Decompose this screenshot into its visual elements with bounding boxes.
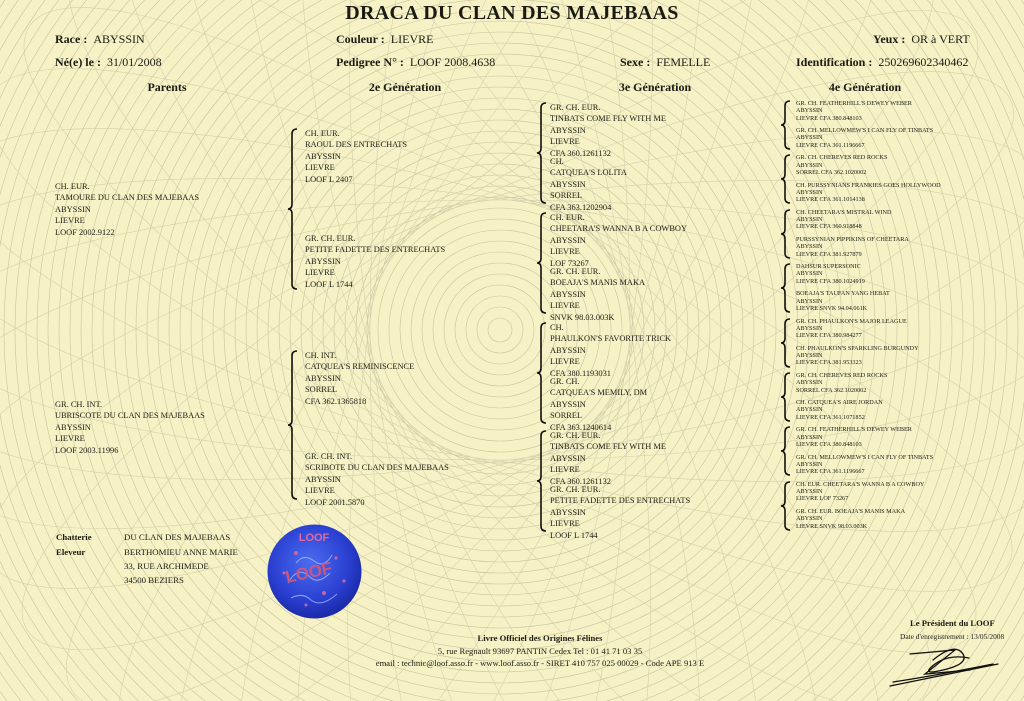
entry-line: ABYSSIN — [796, 161, 823, 169]
entry-line: ABYSSIN — [55, 204, 91, 214]
entry-line: LIEVRE CFA 380.984277 — [796, 332, 862, 340]
entry-line: CH. EUR. — [550, 213, 585, 222]
footer-org: Livre Officiel des Origines Félines — [477, 633, 603, 643]
svg-text:LOOF: LOOF — [298, 532, 330, 544]
entry-line: SNVK 98.03.003K — [550, 312, 615, 322]
registration-date: Date d'enregistrement : 13/05/2008 — [900, 632, 1005, 641]
president-label: Le Président du LOOF — [910, 618, 995, 628]
entry-line: BOEAJA'S MANIS MAKA — [550, 278, 646, 288]
loof-hologram-seal — [266, 523, 363, 620]
entry-line: GR. CH. EUR. BOEAJA'S MANIS MAKA — [796, 508, 906, 515]
race-field: Race : ABYSSIN — [55, 32, 145, 46]
gen4-entry — [796, 290, 890, 312]
entry-line: SORREL CFA 362.1020002 — [796, 168, 867, 176]
gen4-entry — [796, 236, 909, 258]
entry-line: CFA 360.1261132 — [550, 148, 611, 158]
entry-line: CATQUEA'S LOLITA — [550, 168, 627, 178]
entry-line: LOOF L 1744 — [305, 279, 353, 289]
entry-line: CH. CATQUEA'S AIRE JORDAN — [796, 399, 883, 407]
gen3-entry — [550, 322, 671, 379]
entry-line: CFA 363.1202904 — [550, 202, 612, 212]
entry-line: ABYSSIN — [550, 399, 586, 409]
entry-line: CFA 360.1261132 — [550, 476, 611, 486]
entry-line: CHEETARA'S WANNA B A COWBOY — [550, 224, 688, 234]
entry-line: ABYSSIN — [796, 297, 823, 305]
entry-line: GR. CH. EUR. — [550, 103, 601, 112]
entry-line: LIEVRE — [305, 268, 335, 278]
entry-line: LIEVRE CFA 381.927879 — [796, 250, 862, 258]
footer-contact: email : technic@loof.asso.fr - www.loof.asso.fr - SIRET 410 757 025 00029 - Code APE 913 E — [375, 658, 705, 668]
entry-line: GR. CH. MELLOWMEW'S I CAN FLY OF TINBATS — [796, 453, 934, 461]
parent-entry — [55, 181, 199, 238]
entry-line: CATQUEA'S MEMILY, DM — [550, 388, 648, 398]
bracket-gen2 — [288, 350, 298, 500]
entry-line: DAHSUR SUPERSONIC — [796, 263, 861, 271]
gen3-entry — [550, 266, 645, 323]
entry-line: LIEVRE — [550, 519, 580, 529]
entry-line: LIEVRE CFA 361.1014138 — [796, 196, 865, 204]
entry-line: ABYSSIN — [305, 256, 341, 266]
gen4-entry — [796, 154, 887, 176]
entry-line: TINBATS COME FLY WITH ME — [550, 114, 666, 124]
entry-line: ABYSSIN — [55, 422, 91, 432]
bracket-gen4 — [781, 154, 791, 204]
gen3-entry — [550, 102, 666, 159]
footer-address: 5, rue Regnault 93697 PANTIN Cedex Tel : 01 41 71 03 35 — [437, 646, 643, 656]
bracket-gen3 — [537, 212, 547, 314]
entry-line: ABYSSIN — [796, 243, 823, 251]
gen3-entry — [550, 430, 666, 487]
entry-line: SCRIBOTE DU CLAN DES MAJEBAAS — [305, 463, 449, 473]
gen2-entry — [305, 128, 407, 185]
entry-line: ABYSSIN — [305, 373, 341, 383]
address-line-1: 33, RUE ARCHIMEDE — [124, 561, 209, 571]
entry-line: LIEVRE CFA 361.1196667 — [796, 141, 865, 149]
identification-field: Identification : 250269602340462 — [796, 55, 969, 69]
entry-line: PETITE FADETTE DES ENTRECHATS — [550, 496, 691, 506]
entry-line: LIEVRE LOF 73267 — [796, 495, 849, 503]
entry-line: GR. CH. CHEREVES RED ROCKS — [796, 372, 888, 379]
entry-line: ABYSSIN — [550, 453, 586, 463]
bracket-gen4 — [781, 318, 791, 368]
gen4-entry — [796, 481, 924, 503]
entry-line: LIEVRE — [550, 301, 580, 311]
entry-line: LOOF 2001.5870 — [305, 497, 365, 507]
entry-line: LIEVRE CFA 381.953323 — [796, 359, 862, 367]
entry-line: LIEVRE CFA 380.848103 — [796, 114, 862, 122]
entry-line: SORREL CFA 362.1020002 — [796, 386, 867, 394]
gen3-entry — [550, 156, 627, 213]
entry-line: SORREL — [550, 411, 583, 421]
entry-line: GR. CH. EUR. — [550, 267, 601, 276]
gen4-entry — [796, 182, 941, 204]
gen2-entry — [305, 350, 414, 407]
column-heading-parents: Parents — [147, 80, 187, 94]
entry-line: LIEVRE SNVK 94.04.061K — [796, 304, 868, 312]
entry-line: ABYSSIN — [796, 352, 823, 360]
entry-line: LOOF 2002.9122 — [55, 227, 115, 237]
birth-date-field: Né(e) le : 31/01/2008 — [55, 55, 162, 69]
column-heading-gen2: 2e Génération — [368, 80, 442, 94]
entry-line: CFA 362.1365818 — [305, 396, 367, 406]
entry-line: LIEVRE — [550, 247, 580, 257]
entry-line: BOEAJA'S TAUFAN YANG HEBAT — [796, 290, 890, 298]
entry-line: ABYSSIN — [550, 235, 586, 245]
cat-name-title: DRACA DU CLAN DES MAJEBAAS — [345, 2, 679, 24]
entry-line: LIEVRE CFA 360.918848 — [796, 223, 862, 231]
entry-line: ABYSSIN — [796, 460, 823, 468]
yeux-field: Yeux : OR à VERT — [873, 32, 970, 46]
gen4-entry — [796, 263, 865, 285]
gen4-entry — [796, 318, 907, 340]
entry-line: GR. CH. FEATHERHILL'S DEWEY WEBER — [796, 100, 912, 107]
bracket-gen4 — [781, 426, 791, 476]
entry-line: GR. CH. PHAULKON'S MAJOR LEAGUE — [796, 317, 907, 325]
entry-line: CFA 363.1240614 — [550, 422, 612, 432]
address-line-2: 34500 BEZIERS — [124, 575, 184, 585]
entry-line: LIEVRE CFA 361.1196667 — [796, 468, 865, 476]
entry-line: ABYSSIN — [796, 107, 823, 115]
parent-entry — [55, 399, 205, 456]
president-signature — [885, 640, 1000, 692]
gen4-entry — [796, 345, 919, 367]
entry-line: PETITE FADETTE DES ENTRECHATS — [305, 245, 446, 255]
entry-line: GR. CH. EUR. — [550, 431, 601, 440]
column-heading-gen3: 3e Génération — [618, 80, 692, 94]
gen4-entry — [796, 209, 892, 231]
entry-line: CATQUEA'S REMINISCENCE — [305, 362, 415, 372]
entry-line: GR. CH. FEATHERHILL'S DEWEY WEBER — [796, 426, 912, 434]
entry-line: LIEVRE — [305, 163, 335, 173]
entry-line: ABYSSIN — [550, 179, 586, 189]
chatterie-label: Chatterie — [56, 532, 92, 542]
gen2-entry — [305, 233, 445, 290]
entry-line: LIEVRE SNVK 98.03.003K — [796, 522, 868, 530]
entry-line: LIEVRE CFA 380.848103 — [796, 440, 862, 448]
entry-line: CH. EUR. CHEETARA'S WANNA B A COWBOY — [796, 480, 925, 488]
entry-line: RAOUL DES ENTRECHATS — [305, 140, 408, 150]
gen3-entry — [550, 212, 687, 269]
bracket-gen4 — [781, 263, 791, 313]
entry-line: ABYSSIN — [305, 151, 341, 161]
entry-line: TINBATS COME FLY WITH ME — [550, 442, 666, 452]
entry-line: LIEVRE — [55, 434, 85, 444]
bracket-gen4 — [781, 481, 791, 531]
entry-line: LIEVRE — [550, 465, 580, 475]
entry-line: LIEVRE — [305, 486, 335, 496]
gen4-entry — [796, 426, 912, 448]
entry-line: ABYSSIN — [550, 289, 586, 299]
bracket-gen4 — [781, 372, 791, 422]
entry-line: GR. CH. CHEREVES RED ROCKS — [796, 154, 888, 162]
entry-line: ABYSSIN — [796, 488, 823, 496]
entry-line: LOOF 2003.11996 — [55, 445, 119, 455]
bracket-gen3 — [537, 322, 547, 424]
entry-line: CH. EUR. — [55, 182, 90, 191]
entry-line: ABYSSIN — [796, 134, 823, 142]
entry-line: LIEVRE — [550, 137, 580, 147]
entry-line: ABYSSIN — [550, 507, 586, 517]
entry-line: PHAULKON'S FAVORITE TRICK — [550, 334, 672, 344]
gen4-entry — [796, 454, 933, 476]
entry-line: GR. CH. INT. — [305, 452, 353, 461]
entry-line: LOOF L 2407 — [305, 174, 353, 184]
entry-line: ABYSSIN — [796, 433, 823, 441]
entry-line: ABYSSIN — [796, 406, 823, 414]
entry-line: ABYSSIN — [796, 216, 823, 224]
entry-line: GR. CH. EUR. — [550, 485, 601, 494]
eleveur-label: Eleveur — [56, 547, 86, 557]
entry-line: CH. — [550, 323, 564, 332]
entry-line: LOOF L 1744 — [550, 530, 598, 540]
gen4-entry — [796, 100, 912, 122]
gen3-entry — [550, 484, 690, 541]
bracket-gen3 — [537, 430, 547, 532]
entry-line: CH. INT. — [305, 351, 337, 360]
pedigree-number-field: Pedigree N° : LOOF 2008.4638 — [336, 55, 496, 69]
bracket-gen2 — [288, 128, 298, 290]
gen4-entry — [796, 399, 883, 421]
entry-line: GR. CH. MELLOWMEW'S I CAN FLY OF TINBATS — [796, 127, 934, 135]
entry-line: SORREL — [305, 385, 338, 395]
entry-line: TAMOURE DU CLAN DES MAJEBAAS — [55, 193, 200, 203]
entry-line: LIEVRE — [550, 357, 580, 367]
entry-line: CFA 380.1193031 — [550, 368, 611, 378]
entry-line: SORREL — [550, 191, 583, 201]
entry-line: CH. EUR. — [305, 129, 340, 138]
gen4-entry — [796, 127, 933, 149]
gen4-entry — [796, 372, 887, 394]
entry-line: ABYSSIN — [796, 270, 823, 278]
entry-line: CH. CHEETARA'S MISTRAL WIND — [796, 208, 892, 216]
entry-line: GR. CH. INT. — [55, 400, 103, 409]
bracket-gen4 — [781, 100, 791, 150]
entry-line: CH. PHAULKON'S SPARKLING BURGUNDY — [796, 344, 919, 352]
entry-line: ABYSSIN — [796, 515, 823, 523]
gen4-entry — [796, 508, 905, 530]
eleveur-value: BERTHOMIEU ANNE MARIE — [124, 547, 238, 557]
entry-line: CH. — [550, 157, 564, 166]
chatterie-value: DU CLAN DES MAJEBAAS — [124, 532, 231, 542]
entry-line: UBRISCOTE DU CLAN DES MAJEBAAS — [55, 411, 205, 421]
entry-line: ABYSSIN — [550, 345, 586, 355]
svg-text:LOOF: LOOF — [283, 558, 334, 587]
entry-line: ABYSSIN — [550, 125, 586, 135]
couleur-field: Couleur : LIEVRE — [336, 32, 434, 46]
entry-line: LIEVRE CFA 361.1071852 — [796, 413, 865, 421]
sexe-field: Sexe : FEMELLE — [620, 55, 711, 69]
entry-line: GR. CH. — [550, 377, 580, 386]
entry-line: LIEVRE — [55, 216, 85, 226]
gen3-entry — [550, 376, 647, 433]
bracket-gen4 — [781, 209, 791, 259]
column-heading-gen4: 4e Génération — [828, 80, 902, 94]
gen2-entry — [305, 451, 449, 508]
entry-line: ABYSSIN — [305, 474, 341, 484]
entry-line: ABYSSIN — [796, 324, 823, 332]
entry-line: LIEVRE CFA 380.1024919 — [796, 277, 865, 285]
entry-line: LOF 73267 — [550, 258, 589, 268]
entry-line: GR. CH. EUR. — [305, 234, 356, 243]
entry-line: CH. PURSSYNIANS FRANKIES GOES HOLLYWOOD — [796, 181, 941, 189]
bracket-gen3 — [537, 102, 547, 204]
entry-line: ABYSSIN — [796, 188, 823, 196]
entry-line: ABYSSIN — [796, 379, 823, 387]
entry-line: PURSSYNIAN PIPPIKINS OF CHEETARA — [796, 236, 909, 243]
